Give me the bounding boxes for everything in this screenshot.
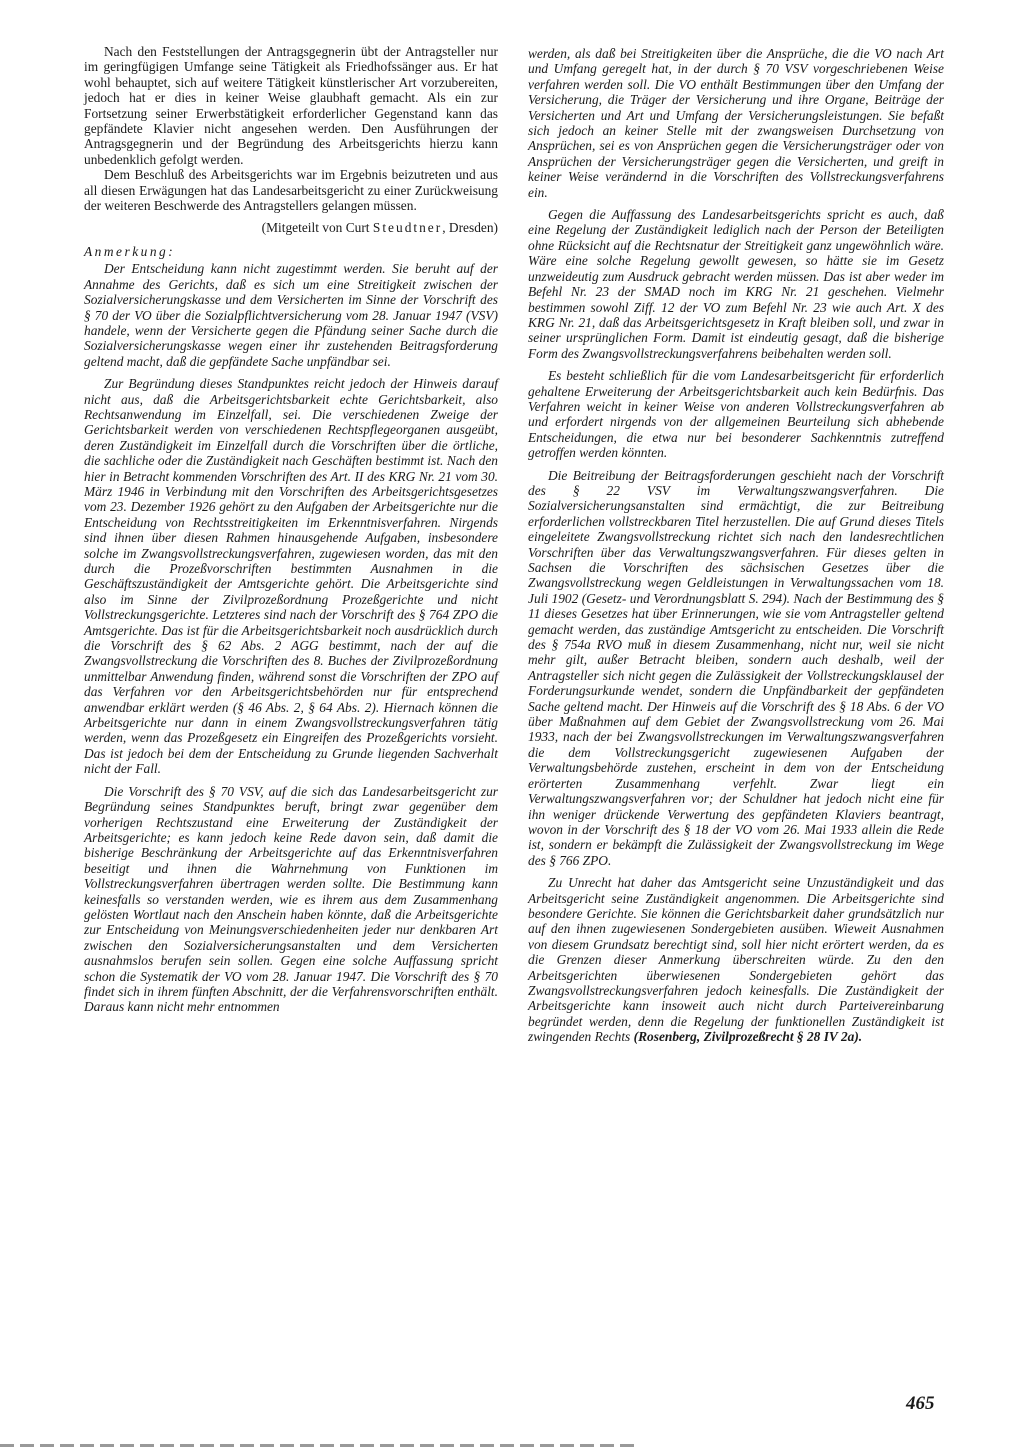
paragraph: Gegen die Auffassung des Landesarbeitsgerichts spricht es auch, daß eine Regelung der Zuständigkeit lediglich nach der Person der Beteiligten ohne Rücksicht auf die Rechtsnatur der Streitigkeit ganz ungewöhnlich wäre. Wäre eine solche Regelung gewollt gewesen, so hätte sie im Gesetz unzweideutig zum Ausdruck gebracht werden müssen. Das ist aber weder im Befehl Nr. 23 der SMAD noch im KRG Nr. 21 geschehen. Vielmehr bestimmen sowohl Ziff. 12 der VO zum Befehl Nr. 23 wie auch Art. X des KRG Nr. 21, daß das Arbeitsgerichtsgesetz in Kraft bleiben soll, und zwar in seiner ursprünglichen Form. Damit ist eindeutig gesagt, daß die bisherige Form des Zwangsvollstreckungsverfahrens beibehalten werden soll. [528, 207, 944, 361]
right-column [528, 46, 944, 1052]
left-column [84, 44, 498, 1022]
page-number: 465 [906, 1393, 935, 1414]
author-name: Steudtner [372, 220, 443, 236]
citation: (Rosenberg, Zivilprozeßrecht § 28 IV 2a). [633, 1029, 863, 1045]
paragraph: Der Entscheidung kann nicht zugestimmt werden. Sie beruht auf der Annahme des Gerichts, daß es sich um eine Streitigkeit zwischen der Sozialversicherungskasse und dem Versicherten im Sinne der Vorschrift des § 70 der VO über die Sozialpflichtversicherung vom 28. Januar 1947 (VSV) handele, wenn der Versicherte gegen die Pfändung seiner Sache durch die Sozialversicherungskasse wegen einer ihr zustehenden Beitragsforderung geltend macht, daß die gepfändete Sache unpfändbar sei. [84, 261, 498, 369]
paragraph: Die Beitreibung der Beitragsforderungen geschieht nach der Vorschrift des § 22 VSV im Verwaltungszwangsverfahren. Die Sozialversicherungsanstalten sind ermächtigt, die zur Beitreibung erforderlichen vollstreckbaren Titel herzustellen. Die auf Grund dieses Titels eingeleitete Zwangsvollstreckung richtet sich nach den landesrechtlichen Vorschriften über das Verwaltungszwangsverfahren. Für dieses gelten in Sachsen die Vorschriften des sächsischen Gesetzes über die Zwangsvollstreckung wegen Geldleistungen in Verwaltungssachen vom 18. Juli 1902 (Gesetz- und Verordnungsblatt S. 294). Nach der Bestimmung des § 11 dieses Gesetzes hat über Erinnerungen, wie sie vom Antragsteller geltend gemacht werden, das zuständige Amtsgericht zu entscheiden. Die Vorschrift des § 754a RVO muß in diesem Zusammenhang, nicht nur, weil sie nicht mehr gilt, außer Betracht bleiben, sondern auch deshalb, weil der Antragsteller sich nicht gegen die Zulässigkeit der Vollstreckungsklausel der Forderungsurkunde wendet, sondern die Unpfändbarkeit der gepfändeten Sache geltend macht. Der Hinweis auf die Vorschrift des § 18 Abs. 6 der VO über Maßnahmen auf dem Gebiet der Zwangsvollstreckung vom 26. Mai 1933, nach der bei Zwangsvollstreckungen im Verwaltungszwangsverfahren die dem Vollstreckungsgericht zugewiesenen Aufgaben der Verwaltungsbehörde zustehen, erscheint in dem von der Entscheidung erörterten Zusammenhang verfehlt. Zwar liegt ein Verwaltungszwangsverfahren vor; der Schuldner hat jedoch nicht eine für ihn weniger drückende Verwertung des gepfändeten Klaviers beantragt, wovon in der Vorschrift des § 18 der VO vom 26. Mai 1933 allein die Rede ist, sondern er bekämpft die Zulässigkeit der Zwangsvollstreckung im Wege des § 766 ZPO. [528, 467, 944, 868]
paragraph: Es besteht schließlich für die vom Landesarbeitsgericht für erforderlich gehaltene Erweiterung der Arbeitsgerichtsbarkeit auch kein Bedürfnis. Das Verfahren weicht in keiner Weise von anderen Vollstreckungsverfahren ab und erfordert nirgends von der allgemeinen Beurteilung sich abhebende Entscheidungen, die etwa nur bei besonderer Sachkenntnis zutreffend getroffen werden könnten. [528, 368, 944, 461]
paragraph: Nach den Feststellungen der Antragsgegnerin übt der Antragsteller nur im geringfügigen Umfange seine Tätigkeit als Friedhofssänger aus. Er hat wohl behauptet, sich auf weitere Tätigkeit künstlerischer Art vorzubereiten, jedoch hat er dies in keiner Weise glaubhaft gemacht. Als ein zur Fortsetzung seiner Erwerbstätigkeit erforderlicher Gegenstand kann das gepfändete Klavier nicht angesehen werden. Den Ausführungen der Antragsgegnerin und der Begründung des Arbeitsgerichts hierzu kann unbedenklich gefolgt werden. [84, 44, 498, 167]
section-heading: Anmerkung: [84, 243, 176, 259]
footer-rule [0, 1444, 640, 1447]
paragraph: werden, als daß bei Streitigkeiten über die Ansprüche, die die VO nach Art und Umfang geregelt hat, in der durch § 70 VSV vorgeschriebenen Weise verfahren werden soll. Die VO enthält Bestimmungen über den Umfang der Versicherung, die Träger der Versicherung und ihre Organe, Beiträge der Versicherten und Art und Umfang der Versicherungsleistungen. Sie befaßt sich jedoch an keiner Stelle mit der zwangsweisen Durchsetzung von Ansprüchen, sei es von Ansprüchen gegen die Versicherungsträger oder von Ansprüchen der Versicherungsträger gegen die Versicherten, und greift in keiner Weise verändernd in die Vorschriften des Vollstreckungsverfahrens ein. [528, 46, 944, 200]
paragraph: Dem Beschluß des Arbeitsgerichts war im Ergebnis beizutreten und aus all diesen Erwägungen hat das Landesarbeitsgericht zu einer Zurückweisung der weiteren Beschwerde des Antragstellers gelangen müssen. [84, 167, 498, 214]
paragraph: Die Vorschrift des § 70 VSV, auf die sich das Landesarbeitsgericht zur Begründung seines Standpunktes beruft, bringt zwar gegenüber dem vorherigen Rechtszustand eine Erweiterung der Zuständigkeit der Arbeitsgerichte; es kann jedoch keine Rede davon sein, daß damit die bisherige Beschränkung der Arbeitsgerichte auf das Erkenntnisverfahren beseitigt und ihnen die Wahrnehmung von Funktionen im Vollstreckungsverfahren übertragen werden sollte. Die Bestimmung kann keinesfalls so verstanden werden, wie es ihrem aus dem Zusammenhang gelösten Wortlaut nach den Anschein haben könnte, daß die Arbeitsgerichte zur Entscheidung von Meinungsverschiedenheiten jeder nur denkbaren Art zwischen den Sozialversicherungsanstalten und dem Versicherten ausnahmslos berufen sein sollen. Gegen eine solche Auffassung spricht schon die Systematik der VO vom 28. Januar 1947. Die Vorschrift des § 70 findet sich in ihrem fünften Abschnitt, der die Verfahrensvorschriften enthält. Daraus kann nicht mehr entnommen [84, 783, 498, 1015]
paragraph: Zur Begründung dieses Standpunktes reicht jedoch der Hinweis darauf nicht aus, daß die Arbeitsgerichtsbarkeit echte Gerichtsbarkeit, also Rechtsanwendung im Einzelfall, sei. Die verschiedenen Zweige der Gerichtsbarkeit werden von verschiedenen Rechtspflegeorganen ausgeübt, deren Zuständigkeit im Einzelfall durch die Vorschriften über die örtliche, die sachliche oder die Zuständigkeit nach Geschäften bestimmt ist. Nach den hier in Betracht kommenden Vorschriften des Art. II des KRG Nr. 21 vom 30. März 1946 in Verbindung mit den Vorschriften des Arbeitsgerichtsgesetzes vom 23. Dezember 1926 gehört zu den Aufgaben der Arbeitsgerichte nur die Entscheidung von Rechtsstreitigkeiten im Erkenntnisverfahren. Nirgends sind ihnen über diesen Rahmen hinausgehende Aufgaben, insbesondere solche im Zwangsvollstreckungsverfahren, zugewiesen worden, das mit den durch die Prozeßvorschriften bestimmten Ausnahmen in die Geschäftszuständigkeit der Amtsgerichte gehört. Die Arbeitsgerichte sind also im Sinne der Zivilprozeßordnung Prozeßgerichte und nicht Vollstreckungsgerichte. Letzteres sind nach der Vorschrift des § 764 ZPO die Amtsgerichte. Das ist für die Arbeitsgerichtsbarkeit noch ausdrücklich durch die Vorschrift des § 62 Abs. 2 AGG bestimmt, nach der auf die Zwangsvollstreckung die Vorschriften des 8. Buches der Zivilprozeßordnung unmittelbar Anwendung finden, während sonst die Vorschriften der ZPO auf das Verfahren vor den Arbeitsgerichtsbehörden nur für entsprechend anwendbar erklärt werden (§ 46 Abs. 2, § 64 Abs. 2). Hiernach können die Arbeitsgerichte nur dann in einem Zwangsvollstreckungsverfahren tätig werden, wenn das Prozeßgesetz ein Eingreifen des Prozeßgerichts vorsieht. Das ist jedoch bei dem der Entscheidung zu Grunde liegenden Sachverhalt nicht der Fall. [84, 376, 498, 777]
paragraph: Zu Unrecht hat daher das Amtsgericht seine Unzuständigkeit und das Arbeitsgericht seine Zuständigkeit angenommen. Die Arbeitsgerichte sind besondere Gerichte. Sie können die Gerichtsbarkeit daher grundsätzlich nur auf den ihnen zugewiesenen Sondergebieten ausüben. Wieweit Ausnahmen von diesem Grundsatz berechtigt sind, soll hier nicht erörtert werden, da es die Grenzen dieser Anmerkung überschreiten würde. Zu den den Arbeitsgerichten überwiesenen Sondergebieten gehört das Zwangsvollstreckungsverfahren jedoch keinesfalls. Die Zuständigkeit der Arbeitsgerichte kann insoweit auch nicht durch Parteivereinbarung begründet werden, denn die Regelung der funktionellen Zuständigkeit ist zwingenden Rechts (Rosenberg, Zivilprozeßrecht § 28 IV 2a). [528, 875, 944, 1045]
credit-line: (Mitgeteilt von Curt Steudtner, Dresden) [261, 220, 498, 236]
